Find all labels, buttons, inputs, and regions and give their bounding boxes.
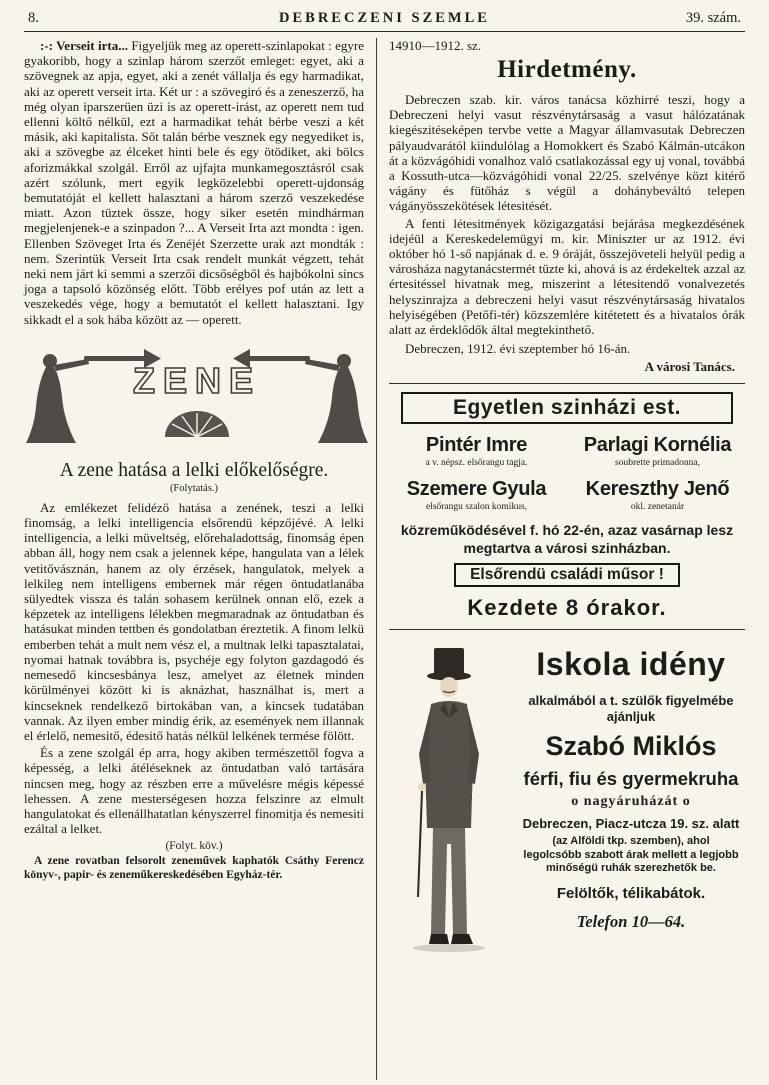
zene-footer-note: A zene rovatban felsorolt zeneművek kaphatók Csáthy Ferencz könyv-, papir- és zeneműkereskedésében Egyház-tér. xyxy=(24,855,364,881)
zene-illustration xyxy=(24,335,364,452)
theatre-ad-program: Elsőrendü családi műsor ! xyxy=(454,563,680,587)
top-hat xyxy=(434,648,464,675)
right-shoe xyxy=(451,934,473,944)
performer-name: Parlagi Kornélia xyxy=(583,434,732,457)
clothing-ad-text xyxy=(517,638,745,967)
zene-article-paragraph-2: És a zene szolgál ép arra, hogy akiben természettől fogva a képesség, a lelki átéléseknek az öntudatban való tartására nincsen meg, hogy az részben erre a művelésre mégis képessé lehessen. A zene mesterségesen hozza felszinre az elmult hangulatokat és ellenállhatatlan kényszerrel finomitja és nemesiti ezáltal a lelket. xyxy=(24,745,364,837)
notice-signature: A városi Tanács. xyxy=(644,359,735,375)
left-column xyxy=(24,38,376,1080)
coat xyxy=(425,701,473,828)
clothing-ad-subline: alkalmából a t. szülők figyelmébe ajánljuk xyxy=(528,693,734,725)
clothing-ad-products: férfi, fiu és gyermekruha xyxy=(523,768,739,790)
theatre-ad-start-time: Kezdete 8 órakor. xyxy=(467,595,667,621)
performer-1 xyxy=(389,434,564,468)
clothing-ad-headline: Iskola idény xyxy=(536,646,726,683)
content-columns xyxy=(24,38,745,1080)
verseit-article-paragraph xyxy=(24,38,364,327)
performer-role: elsőrangu szalon komikus, xyxy=(425,502,528,513)
performer-role: soubrette primadonna, xyxy=(615,458,700,469)
trousers xyxy=(431,828,467,934)
clothing-ad-coats-line: Felöltők, télikabátok. xyxy=(556,884,706,902)
masthead-title: DEBRECZENI SZEMLE xyxy=(279,10,490,26)
notice-ref-number: 14910—1912. sz. xyxy=(389,38,482,53)
notice-paragraph-2: A fenti létesitmények közigazgatási bejárása megkezdésének idejéül a Kereskedelemügyi m. kir. Miniszter ur az 1912. évi október hó 1-ső napjának d. e. 9 óráját, összejöveteli helyül pedig a városháza nagytanácstermét tüzte ki, ahová is az érdekeltek azzal az értesitéssel hivatnak meg, miszerint a létesitendő vonalvezetés helyszinrajza a debreczeni helyi vasut részvénytársaság hivatalos helyiségében (Petőfi-tér) közszemlére kitétetett és a hivatalos órák alatt az érdeklődők által megtekinthető. xyxy=(389,215,745,338)
notice-paragraph-1: Debreczen szab. kir. város tanácsa közhirré teszi, hogy a Debreczeni helyi vasut részvénytársaság a vasut hálózatának kiegészitéseképen tervbe vette a Magyar államvasutak Debreczen pályaudvarától kiindulólag a Homokkert és Szabó Kálmán-utcákon át a közvágóhidi vonalhoz való csatlakozással egy uj vonal, továbbá a Kossuth-utca—közvágóhidi vonal 22/25. szelvénye közt kitérő vágány és fütőház s végül a dohánybeváltó telepen vágányösszekötések létesitését. xyxy=(389,92,745,214)
gentleman-illustration-svg xyxy=(389,642,509,962)
left-arm xyxy=(419,706,431,784)
section-divider xyxy=(389,383,745,384)
zene-illustration-svg xyxy=(24,335,370,447)
performer-name: Pintér Imre xyxy=(425,434,528,457)
section-divider xyxy=(389,629,745,630)
theatre-ad-banner: Egyetlen szinházi est. xyxy=(401,392,733,424)
zene-label: ZENE xyxy=(132,359,262,401)
zene-article-subtitle: (Folytatás.) xyxy=(169,482,219,494)
right-column xyxy=(376,38,745,1080)
left-shoe xyxy=(429,934,449,944)
performer-role: okl. zenetanár xyxy=(630,502,685,513)
performer-role: a v. népsz. elsőrangu tagja. xyxy=(425,458,528,469)
performer-name: Szemere Gyula xyxy=(406,478,547,501)
issue-number: 39. szám. xyxy=(685,10,741,26)
theatre-ad xyxy=(389,392,745,621)
ground-shadow xyxy=(413,944,485,952)
clothing-ad-store-line: o nagyáruházát o xyxy=(571,794,691,810)
page-header xyxy=(24,8,745,32)
zene-ornament xyxy=(165,411,229,437)
performer-2 xyxy=(570,434,745,468)
clothing-ad-phone: Telefon 10—64. xyxy=(576,911,686,931)
zene-article-title: A zene hatása a lelki előkelőségre. xyxy=(59,459,329,481)
notice-date-line: Debreczen, 1912. évi szeptember hó 16-án. xyxy=(405,341,631,357)
clothing-ad-note: (az Alföldi tkp. szemben), ahol legolcsóbb szabott árak mellett a legjobb minőségü ruhák szerezhetők be. xyxy=(523,835,739,875)
hand xyxy=(418,783,426,791)
gentleman-illustration xyxy=(389,638,517,967)
face xyxy=(440,677,458,697)
cane xyxy=(418,791,422,897)
performers-grid xyxy=(389,434,745,512)
clothing-ad-merchant-name: Szabó Miklós xyxy=(545,731,717,762)
zene-article-paragraph-1: Az emlékezet felidéző hatása a zenének, teszi a lelki finomság, a lelki intelligencia elsőrendü képzőjévé. A lelki intelligencia, a lelki müveltség, előrehaladottság, finomság épen abban áll, hogy nem csak a jelennek képe, hangulata van a lélek vetitővásznán, hanem az oly érzések, hangulatok, melyek a lelkileg nem intelligens embernek már régen öntudatlanába sülyedtek vissza és talán sohasem kerülnek onnan elő, ezek a képzetek az intelligens lélekben megmaradnak az öntudatban és hatásukat minden tettben és gondolatban éreztetik. A finom lelkü emberben tehát a mult nem vész el, a multnak lelki tapasztalatai, nyomai hatnak továbbra is, psychéje egy folyton gazdagodó és nemesedő kincsesbánya lesz, amelyet az életnek minden körülményei között ki is aknázhat, használhat is, mert a kincseknek rendelkező birtokában van, a kincsek tudatában vannak. Az ilyen ember mindig érik, az események nem illannak el érlelő, nemesitő, édesitő hatás nélkül lelkének termése fölött. xyxy=(24,499,364,743)
continuation-note: (Folyt. köv.) xyxy=(165,840,223,853)
theatre-ad-details: közreműködésével f. hó 22-én, azaz vasárnap lesz megtartva a városi szinházban. xyxy=(400,522,734,556)
performer-3 xyxy=(389,478,564,512)
verseit-body: Figyeljük meg az operett-szinlapokat : egyre gyakoribb, hogy a szinlap három szerzőt emleget: egyet, aki a szövegnek az apja, egyet, aki a zenét vállalja és egy harmadikat, aki az operett verseit irta. Két ur : a szövegiró és a zeneszerző, ha még olyan iparszerüen üzi is az operett-irást, az operett nem tud ellenni költő nélkül, ezt a harmadikat tehát bérbe veszi a két másik, aki kapitalista. Sőt talán bérbe vesznek egy negyediket is, aki a szövegbe az élceket hinti bele és egy ötödiket, aki bölcs aforizmákkal szolgál. Erről az ujfajta munkamegosztásról csak azért szólunk, mert egyik legközelebbi operett-ujdonság bemutatóját el kellett halasztani a három szerző veszekedése miatt. Azon tüztek össze, hogy siker esetén mindhárman megjelenjenek-e a szinpadon ?... A Verseit Irta azt mondta : igen. Ellenben Szöveget Irta és Zenéjét Szerzette urak azt mondták : nem. Szerintük Verseit Irta csak rendelt munkát végzett, tehát neki nem járt ki semmi a szerzői dicsőségből és hajbókolni sincs joga a tapsoló közönség előtt. Több erélyes pof után az lett a veszekedés vége, hogy a bemutatót el kellett halasztani. Igy sikkadt el a sok hába között az — operett. xyxy=(24,38,365,327)
clothing-ad xyxy=(389,638,745,967)
page-number: 8. xyxy=(28,10,39,26)
performer-4 xyxy=(570,478,745,512)
performer-name: Kereszthy Jenő xyxy=(585,478,730,501)
notice-title: Hirdetmény. xyxy=(497,56,637,83)
clothing-ad-address: Debreczen, Piacz-utcza 19. sz. alatt xyxy=(522,816,740,832)
verseit-lead: :-: Verseit irta... xyxy=(40,38,128,53)
